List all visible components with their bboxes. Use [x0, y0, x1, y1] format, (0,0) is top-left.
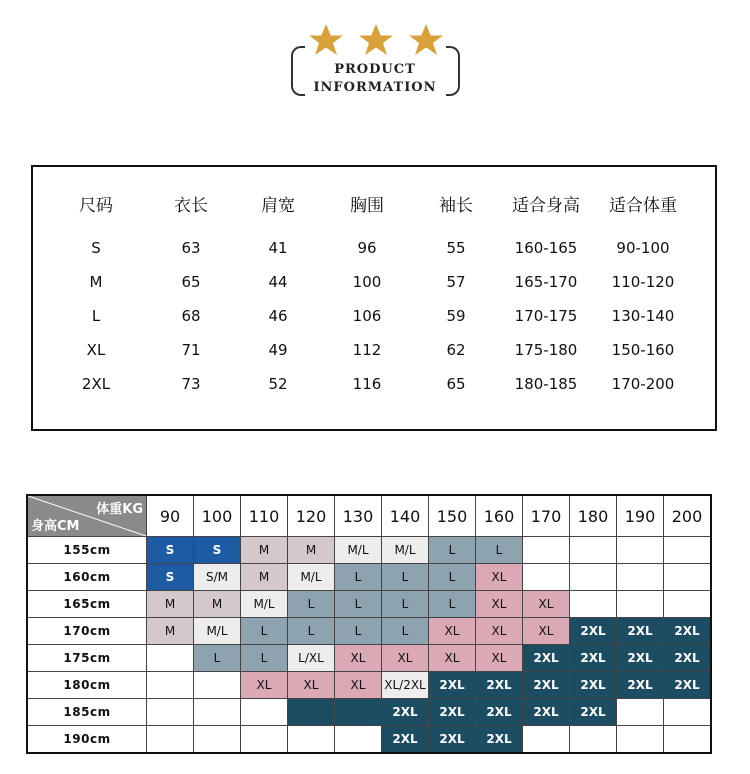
height-label: 185cm: [27, 699, 147, 726]
weight-header: 180: [570, 495, 617, 537]
height-axis-label: 身高CM: [31, 519, 80, 534]
size-chart-cell: 110-120: [611, 273, 675, 291]
size-chart-row: [42, 265, 696, 299]
size-cell: XL: [241, 672, 288, 699]
size-chart-cell: 96: [357, 239, 377, 257]
size-cell: 2XL: [570, 672, 617, 699]
size-cell: [241, 699, 288, 726]
size-cell: [617, 726, 664, 754]
size-chart-cell: 63: [181, 239, 201, 257]
star-icon: [359, 24, 393, 55]
size-chart-row: [42, 223, 696, 265]
size-cell: 2XL: [476, 672, 523, 699]
size-cell: [664, 591, 712, 618]
weight-header: 100: [194, 495, 241, 537]
size-chart-cell: 100: [352, 273, 382, 291]
size-recommendation-grid: [26, 494, 712, 754]
size-cell: L: [194, 645, 241, 672]
size-chart-header: 胸围: [350, 195, 384, 216]
size-chart-header: 尺码: [79, 195, 113, 216]
size-chart-cell: L: [91, 307, 101, 325]
size-cell: 2XL: [617, 672, 664, 699]
size-cell: 2XL: [429, 726, 476, 754]
size-chart-cell: 62: [446, 341, 466, 359]
height-row: [27, 699, 711, 726]
size-cell: 2XL: [664, 618, 712, 645]
size-chart-cell: 150-160: [611, 341, 675, 359]
weight-header: 140: [382, 495, 429, 537]
size-cell: XL: [335, 645, 382, 672]
size-chart-cell: 65: [446, 375, 466, 393]
size-cell: L: [335, 564, 382, 591]
weight-header: 150: [429, 495, 476, 537]
height-label: 155cm: [27, 537, 147, 564]
size-chart-cell: 73: [181, 375, 201, 393]
size-cell: [335, 699, 382, 726]
size-cell: XL: [429, 618, 476, 645]
size-chart-cell: 59: [446, 307, 466, 325]
size-cell: XL: [288, 672, 335, 699]
size-cell: M: [147, 591, 194, 618]
size-cell: [147, 672, 194, 699]
size-cell: S: [147, 537, 194, 564]
height-row: [27, 564, 711, 591]
size-chart-header-row: [42, 183, 696, 223]
size-chart-cell: 170-200: [611, 375, 675, 393]
weight-header-row: [27, 495, 711, 537]
size-chart-header: 肩宽: [261, 195, 295, 216]
size-chart-cell: 170-175: [514, 307, 578, 325]
size-chart-cell: 175-180: [514, 341, 578, 359]
weight-header: 190: [617, 495, 664, 537]
size-chart-cell: 65: [181, 273, 201, 291]
size-cell: XL/2XL: [382, 672, 429, 699]
size-cell: 2XL: [382, 699, 429, 726]
weight-header: 110: [241, 495, 288, 537]
product-title-line1: PRODUCT: [334, 62, 416, 77]
size-cell: [194, 672, 241, 699]
size-cell: [241, 726, 288, 754]
size-cell: [147, 645, 194, 672]
size-cell: [523, 726, 570, 754]
size-cell: 2XL: [570, 699, 617, 726]
size-cell: [664, 537, 712, 564]
size-cell: [570, 591, 617, 618]
size-cell: [570, 726, 617, 754]
size-cell: M: [147, 618, 194, 645]
size-chart-cell: S: [91, 239, 101, 257]
size-cell: [147, 726, 194, 754]
size-cell: 2XL: [570, 645, 617, 672]
star-icon: [409, 24, 443, 55]
size-cell: 2XL: [523, 699, 570, 726]
size-cell: XL: [429, 645, 476, 672]
size-cell: 2XL: [429, 672, 476, 699]
size-cell: XL: [523, 591, 570, 618]
height-label: 170cm: [27, 618, 147, 645]
size-cell: S: [194, 537, 241, 564]
size-chart-cell: 68: [181, 307, 201, 325]
height-label: 160cm: [27, 564, 147, 591]
height-row: [27, 618, 711, 645]
size-chart-cell: 2XL: [81, 375, 111, 393]
size-chart-cell: 57: [446, 273, 466, 291]
size-cell: 2XL: [382, 726, 429, 754]
size-chart-header: 袖长: [439, 195, 473, 216]
size-cell: [570, 537, 617, 564]
weight-header: 130: [335, 495, 382, 537]
size-chart-row: [42, 333, 696, 367]
size-chart-cell: 46: [268, 307, 288, 325]
size-cell: [617, 537, 664, 564]
size-cell: L: [288, 591, 335, 618]
size-cell: XL: [476, 645, 523, 672]
size-cell: 2XL: [523, 672, 570, 699]
weight-header: 90: [147, 495, 194, 537]
grid-corner-label: [27, 495, 147, 537]
size-cell: 2XL: [476, 699, 523, 726]
size-cell: L: [335, 618, 382, 645]
height-label: 165cm: [27, 591, 147, 618]
size-cell: M/L: [335, 537, 382, 564]
size-cell: 2XL: [570, 618, 617, 645]
size-cell: [617, 564, 664, 591]
size-cell: M/L: [288, 564, 335, 591]
product-info-header: [0, 0, 750, 110]
star-icon: [309, 24, 343, 55]
size-chart-cell: 52: [268, 375, 288, 393]
size-cell: M/L: [382, 537, 429, 564]
size-cell: M: [241, 564, 288, 591]
size-cell: 2XL: [617, 618, 664, 645]
weight-header: 200: [664, 495, 712, 537]
size-cell: S/M: [194, 564, 241, 591]
height-row: [27, 672, 711, 699]
size-cell: 2XL: [664, 672, 712, 699]
size-chart-cell: 130-140: [611, 307, 675, 325]
height-label: 175cm: [27, 645, 147, 672]
size-chart-row: [42, 299, 696, 333]
size-cell: [288, 699, 335, 726]
size-cell: 2XL: [476, 726, 523, 754]
size-chart-cell: 116: [352, 375, 382, 393]
size-cell: [664, 564, 712, 591]
size-chart-cell: 160-165: [514, 239, 578, 257]
size-chart-header: 衣长: [174, 195, 208, 216]
size-chart-row: [42, 367, 696, 401]
size-cell: S: [147, 564, 194, 591]
size-chart-cell: 49: [268, 341, 288, 359]
size-cell: [617, 591, 664, 618]
weight-axis-label: 体重KG: [96, 502, 143, 517]
size-chart-header: 适合身高: [512, 195, 580, 216]
size-cell: M: [241, 537, 288, 564]
size-cell: XL: [382, 645, 429, 672]
size-chart-cell: 165-170: [514, 273, 578, 291]
size-cell: L: [241, 645, 288, 672]
size-chart-cell: 112: [352, 341, 382, 359]
size-cell: [288, 726, 335, 754]
size-cell: [194, 726, 241, 754]
size-cell: [523, 537, 570, 564]
size-cell: [523, 564, 570, 591]
size-chart-cell: 55: [446, 239, 466, 257]
size-chart-cell: 106: [352, 307, 382, 325]
size-chart-cell: 180-185: [514, 375, 578, 393]
size-cell: L: [382, 591, 429, 618]
size-cell: L: [241, 618, 288, 645]
size-cell: L: [382, 564, 429, 591]
product-title-line2: INFORMATION: [313, 80, 437, 95]
size-cell: L: [335, 591, 382, 618]
size-cell: L: [429, 591, 476, 618]
size-cell: XL: [476, 618, 523, 645]
size-cell: 2XL: [617, 645, 664, 672]
size-cell: L/XL: [288, 645, 335, 672]
size-cell: [664, 699, 712, 726]
size-cell: M: [194, 591, 241, 618]
height-label: 180cm: [27, 672, 147, 699]
size-chart-cell: M: [89, 273, 103, 291]
size-cell: [664, 726, 712, 754]
size-cell: [335, 726, 382, 754]
size-cell: [194, 699, 241, 726]
size-cell: [570, 564, 617, 591]
size-chart-cell: 44: [268, 273, 288, 291]
size-cell: L: [382, 618, 429, 645]
weight-header: 160: [476, 495, 523, 537]
size-chart-cell: 71: [181, 341, 201, 359]
size-chart-cell: XL: [86, 341, 106, 359]
size-cell: L: [288, 618, 335, 645]
size-cell: M/L: [194, 618, 241, 645]
weight-header: 170: [523, 495, 570, 537]
size-cell: L: [429, 564, 476, 591]
height-row: [27, 537, 711, 564]
size-cell: XL: [335, 672, 382, 699]
height-label: 190cm: [27, 726, 147, 754]
size-chart-header: 适合体重: [609, 195, 677, 216]
size-chart-cell: 90-100: [616, 239, 670, 257]
size-cell: XL: [476, 564, 523, 591]
size-cell: [147, 699, 194, 726]
height-row: [27, 645, 711, 672]
size-cell: XL: [476, 591, 523, 618]
rating-stars: [306, 22, 446, 58]
size-chart-cell: 41: [268, 239, 288, 257]
size-cell: 2XL: [664, 645, 712, 672]
size-cell: L: [476, 537, 523, 564]
size-cell: 2XL: [429, 699, 476, 726]
size-cell: M: [288, 537, 335, 564]
size-cell: M/L: [241, 591, 288, 618]
size-cell: [617, 699, 664, 726]
size-chart-table: [42, 183, 696, 401]
height-row: [27, 726, 711, 754]
size-cell: 2XL: [523, 645, 570, 672]
size-cell: XL: [523, 618, 570, 645]
height-row: [27, 591, 711, 618]
size-cell: L: [429, 537, 476, 564]
weight-header: 120: [288, 495, 335, 537]
